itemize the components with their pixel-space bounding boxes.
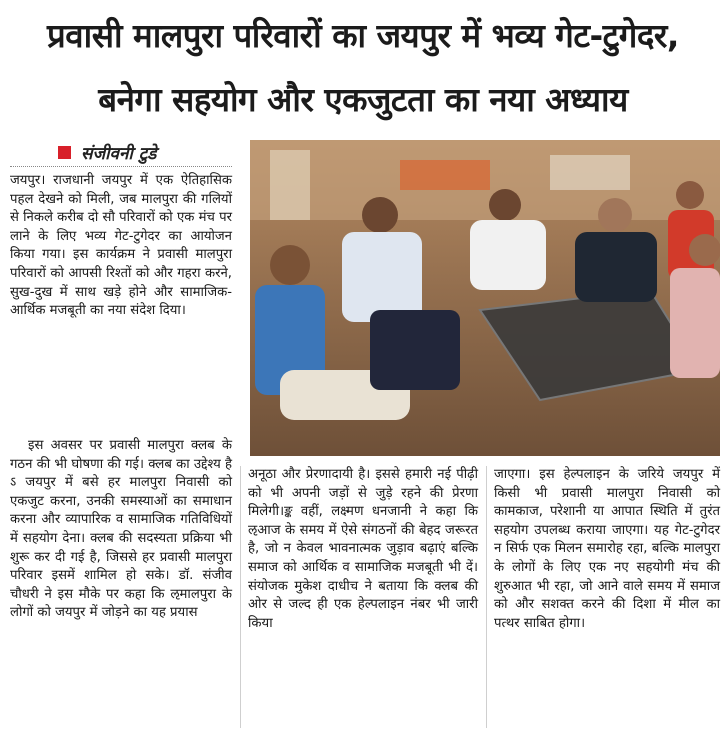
event-photo [250,140,720,456]
column-divider-1 [240,466,241,728]
article-column-1 [10,172,232,321]
byline [58,140,156,164]
article-column-1-continued [10,437,232,623]
article-paragraph-1: जयपुर। राजधानी जयपुर में एक ऐतिहासिक पहल देखने को मिली, जब मालपुरा की गलियों से निकले करीब दो सौ परिवारों को एक मंच पर लाने के लिए भव्य गेट-टुगेदर का आयोजन किया गया। इस कार्यक्रम ने प्रवासी मालपुरा परिवारों को आपसी रिश्तों को और गहरा करने, सुख-दुख में साथ खड़े होने और सामाजिक-आर्थिक मजबूती का नया संदेश दिया। [10,173,232,319]
article-paragraph-4: जाएगा। इस हेल्पलाइन के जरिये जयपुर में किसी भी प्रवासी मालपुरा निवासी को कामकाज, परेशानी या आपात स्थिति में तुरंत सहयोग उपलब्ध कराया जाएगा। यह गेट-टुगेदर न सिर्फ एक मिलन समारोह रहा, बल्कि मालपुरा के लोगों के लिए एक नए सहयोगी मंच की शुरुआत भी रहा, जो आने वाले समय में समाज को और सशक्त करने की दिशा में मील का पत्थर साबित होगा। [494,467,720,631]
byline-text: संजीवनी टुडे [81,143,157,164]
article-paragraph-3: अनूठा और प्रेरणादायी है। इससे हमारी नई पीढ़ी को भी अपनी जड़ों से जुड़े रहने की प्रेरणा मिलेगी।ङ्क वहीं, लक्ष्मण धनजानी ने कहा कि ऌआज के समय में ऐसे संगठनों की बेहद जरूरत है, जो न केवल भावनात्मक जुड़ाव बढ़ाएं बल्कि समाज को आर्थिक व सामाजिक मजबूती भी दें। संयोजक मुकेश दाधीच ने बताया कि क्लब की ओर से जल्द ही एक हेल्पलाइन नंबर भी जारी किया [248,467,478,631]
column-divider-2 [486,466,487,728]
article-paragraph-2: इस अवसर पर प्रवासी मालपुरा क्लब के गठन की भी घोषणा की गई। क्लब का उद्देश्य है ऽ जयपुर में बसे हर मालपुरा निवासी को एकजुट करना, उनकी समस्याओं का समाधान करना और व्यापारिक व सामाजिक गतिविधियों में सहयोग देना। क्लब की सदस्यता प्रक्रिया भी शुरू कर दी गई है, जिससे हर प्रवासी मालपुरा परिवार इसमें शामिल हो सके। डॉ. संजीव चौधरी ने इस मौके पर कहा कि ऌमालपुरा के लोगों को जयपुर में जोड़ने का यह प्रयास [10,438,232,621]
article-column-2 [248,466,478,633]
byline-divider [10,166,232,167]
event-photo-illustration [250,140,720,456]
article-column-3 [494,466,720,633]
headline-line-2: बनेगा सहयोग और एकजुटता का नया अध्याय [98,80,628,119]
red-square-bullet-icon [58,146,71,159]
headline-line-1: प्रवासी मालपुरा परिवारों का जयपुर में भव्य गेट-टुगेदर, [47,16,679,55]
